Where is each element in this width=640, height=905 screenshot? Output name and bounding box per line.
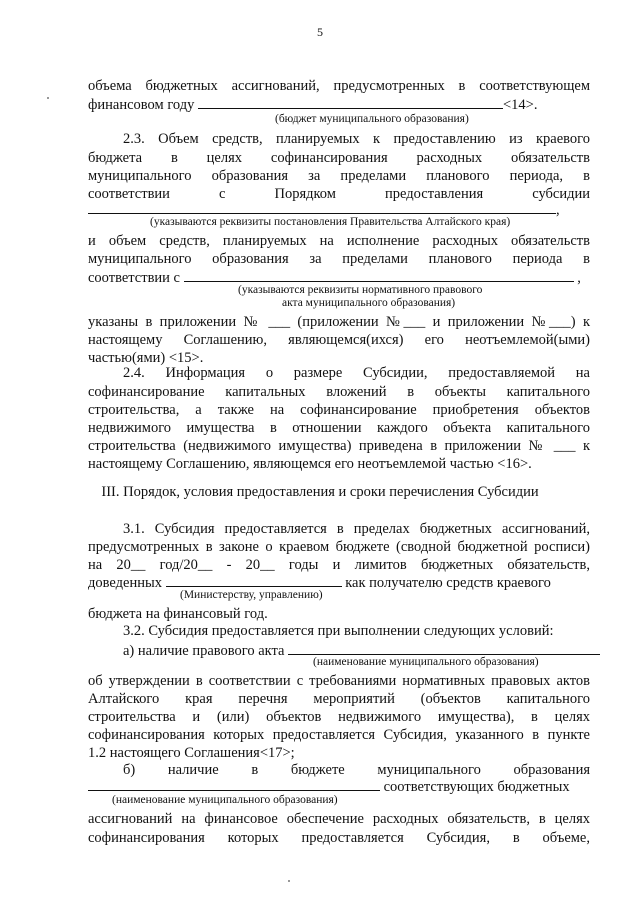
paragraph-line: бюджета в целях софинансирования расходных обязательств <box>88 150 590 166</box>
field-caption: (бюджет муниципального образования) <box>275 113 469 125</box>
paragraph-line-with-blank <box>88 95 590 113</box>
field-caption: (указываются реквизиты нормативного правового <box>238 284 483 296</box>
paragraph-line: 1.2 настоящего Соглашения<17>; <box>88 745 295 761</box>
fill-in-blank[interactable] <box>288 641 600 655</box>
field-caption: (наименование муниципального образования) <box>313 656 539 668</box>
paragraph-line: строительства, а также на софинансирование приобретения объектов <box>88 402 590 418</box>
scan-speck <box>47 97 49 99</box>
fill-in-blank[interactable] <box>166 573 342 587</box>
scan-speck <box>288 880 290 882</box>
paragraph-line: софинансирование капитальных вложений в объекты капитального <box>88 384 590 400</box>
paragraph-line: строительства (недвижимого имущества) приведена в приложении № ___ к <box>88 438 590 454</box>
paragraph-line: 2.4. Информация о размере Субсидии, предоставляемой на <box>123 365 590 381</box>
line-text: соответствующих бюджетных <box>383 779 570 795</box>
paragraph-line: указаны в приложении № ___ (приложении №___ и приложении №___) к <box>88 314 590 330</box>
field-caption: (указываются реквизиты постановления Правительства Алтайского края) <box>150 216 511 228</box>
paragraph-line: 3.2. Субсидия предоставляется при выполнении следующих условий: <box>123 623 554 639</box>
paragraph-line: строительства и (или) объектов недвижимого имущества), в целях <box>88 709 590 725</box>
paragraph-line: частью(ями) <15>. <box>88 350 204 366</box>
paragraph-line-with-blank <box>88 777 590 795</box>
line-text: как получателю средств краевого <box>345 575 551 591</box>
field-caption: (наименование муниципального образования) <box>112 794 338 806</box>
field-caption: (Министерству, управлению) <box>180 589 323 601</box>
line-text: а) наличие правового акта <box>123 643 285 659</box>
paragraph-line: софинансирования которых предоставляется Субсидия, в объеме, <box>88 830 590 846</box>
footnote-ref: <14>. <box>503 97 538 113</box>
paragraph-line: и объем средств, планируемых на исполнение расходных обязательств <box>88 233 590 249</box>
paragraph-line: предусмотренных в законе о краевом бюджете (сводной бюджетной росписи) <box>88 539 590 555</box>
paragraph-line: настоящему Соглашению, являющемся(ихся) его неотъемлемой(ыми) <box>88 332 590 348</box>
page-number: 5 <box>317 25 323 39</box>
paragraph-line: б) наличие в бюджете муниципального образования <box>123 762 590 778</box>
fill-in-blank[interactable] <box>88 200 556 214</box>
line-text: соответствии с <box>88 270 180 286</box>
paragraph-line: настоящему Соглашению, являющемся его неотъемлемой частью <16>. <box>88 456 532 472</box>
paragraph-line: 3.1. Субсидия предоставляется в пределах бюджетных ассигнований, <box>123 521 590 537</box>
paragraph-line: Алтайского края перечня мероприятий (объектов капитального <box>88 691 590 707</box>
fill-in-blank[interactable] <box>198 95 503 109</box>
fill-in-blank[interactable] <box>184 268 574 282</box>
paragraph-line: объема бюджетных ассигнований, предусмотренных в соответствующем <box>88 78 590 94</box>
paragraph-line: недвижимого имущества в отношении каждого объекта капитального <box>88 420 590 436</box>
blank-line: , <box>88 200 590 218</box>
line-text: финансовом году <box>88 97 195 113</box>
line-text: доведенных <box>88 575 162 591</box>
paragraph-line: муниципального образования за пределами планового периода, в <box>88 168 590 184</box>
paragraph-line: софинансирования которых предоставляется Субсидия, указанного в пункте <box>88 727 590 743</box>
paragraph-line-with-blank <box>88 573 590 591</box>
paragraph-line: ассигнований на финансовое обеспечение расходных обязательств, в целях <box>88 811 590 827</box>
paragraph-line: на 20__ год/20__ - 20__ годы и лимитов бюджетных обязательств, <box>88 557 590 573</box>
paragraph-line: об утверждении в соответствии с требованиями нормативных правовых актов <box>88 673 590 689</box>
paragraph-line: муниципального образования за пределами планового периода в <box>88 251 590 267</box>
paragraph-line: соответствии с Порядком предоставления субсидии <box>88 186 590 202</box>
fill-in-blank[interactable] <box>88 777 380 791</box>
paragraph-line-with-blank: соответствии с , <box>88 270 581 286</box>
paragraph-line: бюджета на финансовый год. <box>88 606 268 622</box>
section-heading: III. Порядок, условия предоставления и сроки перечисления Субсидии <box>101 484 539 500</box>
field-caption: акта муниципального образования) <box>282 297 456 309</box>
paragraph-line: 2.3. Объем средств, планируемых к предоставлению из краевого <box>123 131 590 147</box>
